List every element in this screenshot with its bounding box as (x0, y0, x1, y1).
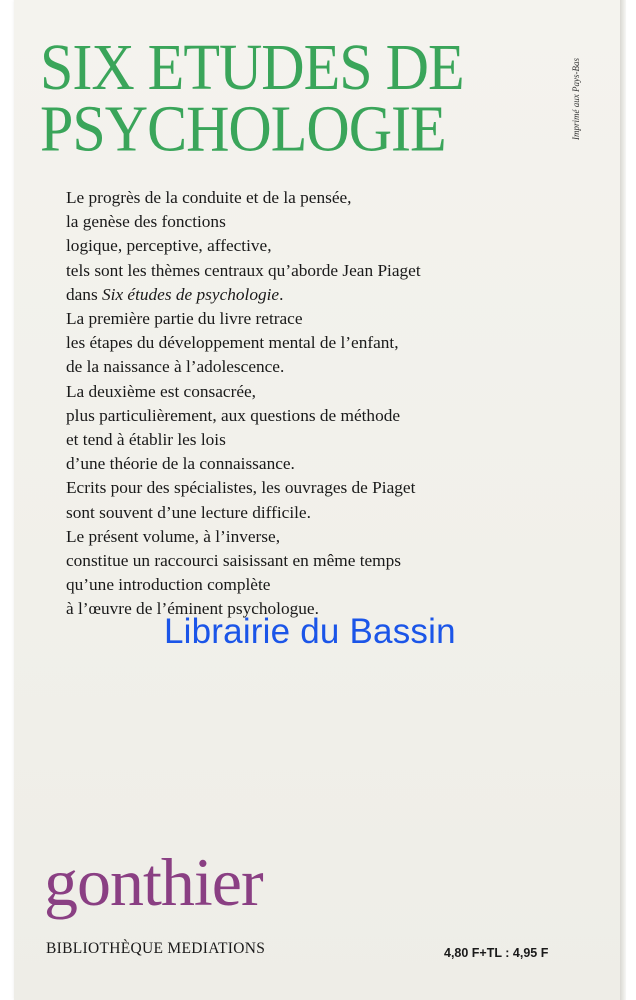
blurb-line: Le progrès de la conduite et de la pensée, (66, 188, 352, 207)
blurb-line-dans (66, 283, 566, 307)
blurb-line: à l’œuvre de l’éminent psychologue. (66, 599, 319, 619)
printed-in-note: Imprimé aux Pays-Bas (571, 58, 581, 140)
blurb-line: Ecrits pour des spécialistes, les ouvrages de Piaget (66, 478, 416, 498)
blurb-line: de la naissance à l’adolescence. (66, 357, 285, 377)
title-line-1: SIX ETUDES DE (40, 30, 464, 104)
title-line-2: PSYCHOLOGIE (40, 92, 446, 165)
blurb-line: la genèse des fonctions (66, 212, 226, 232)
blurb-line: Le présent volume, à l’inverse, (66, 526, 281, 546)
blurb-line: plus particulièrement, aux questions de méthode (66, 405, 401, 425)
blurb-line: La première partie du livre retrace (66, 309, 303, 329)
book-title-italic: Six études de psychologie (102, 284, 280, 304)
page-edge (620, 0, 626, 1000)
blurb-line: sont souvent d’une lecture difficile. (66, 502, 311, 522)
dans-prefix: dans (66, 284, 102, 304)
blurb-line: les étapes du développement mental de l’enfant, (66, 333, 399, 353)
blurb-line: constitue un raccourci saisissant en même temps (66, 551, 401, 571)
blurb-line: qu’une introduction complète (66, 575, 271, 595)
book-back-cover (14, 0, 620, 1000)
blurb-line: d’une théorie de la connaissance. (66, 454, 295, 474)
book-title (40, 30, 464, 165)
dans-suffix: . (279, 284, 284, 304)
price-label: 4,80 F+TL : 4,95 F (444, 946, 549, 960)
series-name: BIBLIOTHÈQUE MEDIATIONS (46, 940, 266, 957)
blurb-line: tels sont les thèmes centraux qu’aborde Jean Piaget (66, 260, 421, 280)
publisher-logo: gonthier (44, 844, 263, 920)
blurb-text (66, 186, 566, 622)
blurb-line: La deuxième est consacrée, (66, 381, 256, 401)
blurb-line: logique, perceptive, affective, (66, 236, 272, 256)
blurb-line: et tend à établir les lois (66, 430, 226, 450)
bookseller-watermark: Librairie du Bassin (164, 612, 456, 651)
